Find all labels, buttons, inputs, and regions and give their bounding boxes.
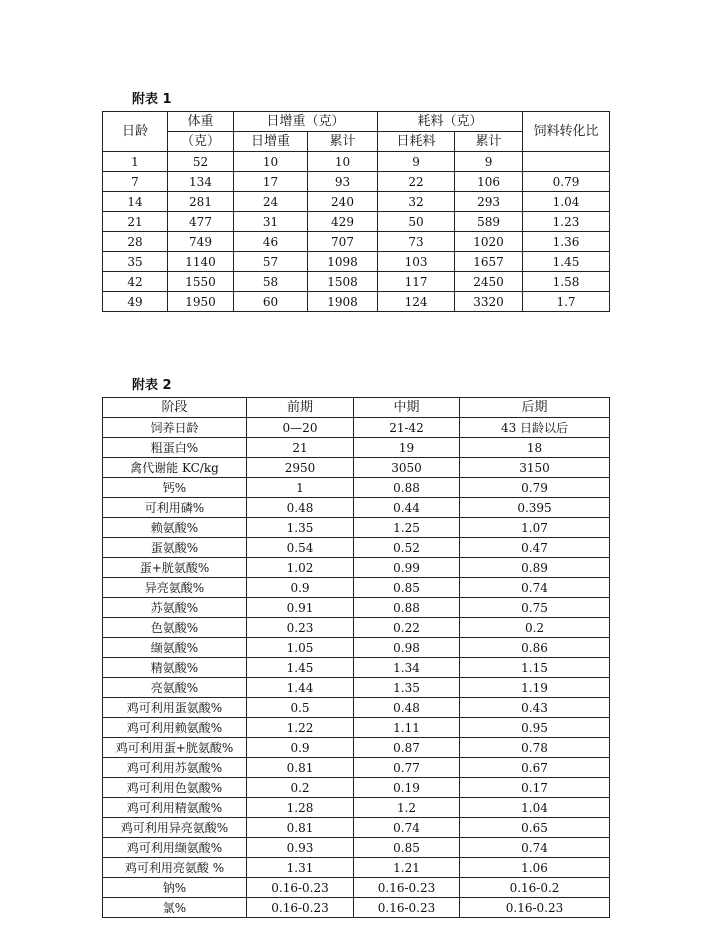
table-cell: 42 [103,272,168,292]
table-cell: 17 [234,172,308,192]
table-cell: 1.28 [247,798,354,818]
table-cell: 134 [168,172,234,192]
table-cell: 0.87 [354,738,460,758]
table-cell: 0.77 [354,758,460,778]
table-cell: 可利用磷% [103,498,247,518]
table-cell: 18 [460,438,610,458]
table-cell: 1.45 [523,252,610,272]
table-cell: 饲养日龄 [103,418,247,438]
table-cell: 9 [378,152,455,172]
table-row [103,698,610,718]
table-row [103,538,610,558]
table-cell: 117 [378,272,455,292]
table-cell: 281 [168,192,234,212]
table-cell: 1.34 [354,658,460,678]
table-cell: 1098 [308,252,378,272]
table-cell: 749 [168,232,234,252]
table-cell: 1.11 [354,718,460,738]
table-cell: 鸡可利用苏氨酸% [103,758,247,778]
table-cell: 0.16-0.23 [247,898,354,918]
table-cell: 9 [455,152,523,172]
header-daily-gain-group: 日增重（克） [234,112,378,132]
table-cell: 14 [103,192,168,212]
table-cell: 0.99 [354,558,460,578]
table-cell: 22 [378,172,455,192]
table-cell: 鸡可利用色氨酸% [103,778,247,798]
table-row [103,738,610,758]
table-cell: 73 [378,232,455,252]
table-cell: 3320 [455,292,523,312]
table-cell: 0.2 [247,778,354,798]
table-cell: 0.88 [354,478,460,498]
table-cell: 0.85 [354,578,460,598]
table-cell: 1.04 [460,798,610,818]
table-cell: 0.79 [523,172,610,192]
table-cell: 31 [234,212,308,232]
table-cell: 1.45 [247,658,354,678]
table-cell: 35 [103,252,168,272]
table-row [103,458,610,478]
table-cell: 429 [308,212,378,232]
table-cell: 0.98 [354,638,460,658]
table-row [103,418,610,438]
table-cell: 1.25 [354,518,460,538]
table-cell: 氯% [103,898,247,918]
table2-caption: 附表 2 [132,378,172,393]
table-cell: 1550 [168,272,234,292]
table-cell: 10 [234,152,308,172]
table-cell: 32 [378,192,455,212]
header-age: 日龄 [103,112,168,152]
table-row [103,232,610,252]
table-cell: 0.48 [354,698,460,718]
table-cell: 鸡可利用赖氨酸% [103,718,247,738]
table-cell: 93 [308,172,378,192]
table-row [103,498,610,518]
table-cell: 1.23 [523,212,610,232]
table-cell: 106 [455,172,523,192]
table-cell: 1657 [455,252,523,272]
table-cell: 1.19 [460,678,610,698]
table-cell: 蛋+胱氨酸% [103,558,247,578]
table-cell: 1020 [455,232,523,252]
table-cell: 2950 [247,458,354,478]
table-cell: 10 [308,152,378,172]
header-daily-gain: 日增重 [234,132,308,152]
table-cell: 缬氨酸% [103,638,247,658]
table-row [103,518,610,538]
table-cell: 0.67 [460,758,610,778]
table-cell: 鸡可利用异亮氨酸% [103,818,247,838]
table-row [103,758,610,778]
table-cell: 1 [247,478,354,498]
table-cell: 0.23 [247,618,354,638]
table-cell: 24 [234,192,308,212]
table-cell: 52 [168,152,234,172]
table-row [103,638,610,658]
header-stage: 阶段 [103,398,247,418]
header-daily-feed: 日耗料 [378,132,455,152]
table-cell: 1.22 [247,718,354,738]
table-cell: 0.17 [460,778,610,798]
table-cell: 鸡可利用蛋+胱氨酸% [103,738,247,758]
table-row [103,272,610,292]
table-cell: 0.93 [247,838,354,858]
table-cell: 0.19 [354,778,460,798]
table-row [103,878,610,898]
table-cell: 0.22 [354,618,460,638]
table-cell: 1.36 [523,232,610,252]
table-cell: 7 [103,172,168,192]
table-row [103,212,610,232]
table-row [103,858,610,878]
table-cell: 0.95 [460,718,610,738]
table-cell: 0.16-0.23 [354,878,460,898]
table-cell: 21-42 [354,418,460,438]
table-cell: 异亮氨酸% [103,578,247,598]
table-cell: 1.04 [523,192,610,212]
table-row [103,152,610,172]
table-cell: 亮氨酸% [103,678,247,698]
table-cell: 0.88 [354,598,460,618]
header-feed-cumulative: 累计 [455,132,523,152]
table-cell: 1.05 [247,638,354,658]
table-cell: 0.81 [247,818,354,838]
table-cell: 0.48 [247,498,354,518]
table-cell: 0.78 [460,738,610,758]
table-cell: 1508 [308,272,378,292]
table-cell: 57 [234,252,308,272]
table-row [103,192,610,212]
table-cell: 1950 [168,292,234,312]
table-cell: 1908 [308,292,378,312]
table-row [103,438,610,458]
table-cell: 鸡可利用缬氨酸% [103,838,247,858]
table-cell: 1.15 [460,658,610,678]
table-cell: 0.54 [247,538,354,558]
table-cell: 1.35 [354,678,460,698]
table-cell: 0.74 [460,838,610,858]
nutrient-table [102,397,610,918]
table-cell: 0.5 [247,698,354,718]
table-row [103,798,610,818]
header-gain-cumulative: 累计 [308,132,378,152]
table-cell: 0.79 [460,478,610,498]
header-late: 后期 [460,398,610,418]
table-cell: 103 [378,252,455,272]
table1-caption: 附表 1 [132,92,172,107]
table-cell: 1.7 [523,292,610,312]
table-row [103,678,610,698]
table-cell: 477 [168,212,234,232]
header-feed-group: 耗料（克） [378,112,523,132]
table-cell: 1 [103,152,168,172]
table-cell: 0.74 [460,578,610,598]
table-cell: 0.89 [460,558,610,578]
table-cell: 鸡可利用蛋氨酸% [103,698,247,718]
table-cell: 钙% [103,478,247,498]
header-middle: 中期 [354,398,460,418]
table-cell: 1140 [168,252,234,272]
table-cell: 0.65 [460,818,610,838]
table-cell: 1.21 [354,858,460,878]
table-cell: 0.16-0.23 [247,878,354,898]
table-cell: 58 [234,272,308,292]
table-cell: 0.75 [460,598,610,618]
table-cell: 0.52 [354,538,460,558]
table-cell [523,152,610,172]
table-cell: 589 [455,212,523,232]
table-cell: 1.07 [460,518,610,538]
table-cell: 240 [308,192,378,212]
header-weight-unit: （克） [168,132,234,152]
table-cell: 禽代谢能 KC/kg [103,458,247,478]
table-cell: 0.91 [247,598,354,618]
table-row [103,838,610,858]
header-early: 前期 [247,398,354,418]
table-cell: 43 日龄以后 [460,418,610,438]
table-cell: 2450 [455,272,523,292]
table-cell: 鸡可利用亮氨酸 % [103,858,247,878]
table-cell: 0.74 [354,818,460,838]
table-cell: 色氨酸% [103,618,247,638]
table-cell: 46 [234,232,308,252]
table-cell: 0.395 [460,498,610,518]
table-row [103,718,610,738]
table-row [103,658,610,678]
table-cell: 1.35 [247,518,354,538]
table-row [103,252,610,272]
table-cell: 0—20 [247,418,354,438]
table-cell: 精氨酸% [103,658,247,678]
table-cell: 钠% [103,878,247,898]
growth-table [102,111,610,312]
table-row [103,478,610,498]
table-cell: 0.44 [354,498,460,518]
table-cell: 0.9 [247,578,354,598]
table-cell: 1.44 [247,678,354,698]
table-cell: 苏氨酸% [103,598,247,618]
table-row [103,618,610,638]
table-row [103,598,610,618]
table-cell: 3150 [460,458,610,478]
table-cell: 0.43 [460,698,610,718]
table-cell: 1.06 [460,858,610,878]
table-row [103,172,610,192]
table-cell: 0.16-0.23 [354,898,460,918]
table-cell: 0.9 [247,738,354,758]
table-cell: 293 [455,192,523,212]
table-cell: 0.16-0.2 [460,878,610,898]
table-cell: 50 [378,212,455,232]
table-cell: 3050 [354,458,460,478]
table-cell: 0.2 [460,618,610,638]
table-cell: 0.47 [460,538,610,558]
table-cell: 60 [234,292,308,312]
table-cell: 0.16-0.23 [460,898,610,918]
table-cell: 0.81 [247,758,354,778]
table-cell: 鸡可利用精氨酸% [103,798,247,818]
header-weight: 体重 [168,112,234,132]
table-cell: 19 [354,438,460,458]
table-cell: 21 [247,438,354,458]
table-row [103,818,610,838]
table-row [103,898,610,918]
table-cell: 1.31 [247,858,354,878]
table-cell: 1.2 [354,798,460,818]
table-cell: 124 [378,292,455,312]
table-row [103,578,610,598]
table-cell: 21 [103,212,168,232]
table-row [103,778,610,798]
table-cell: 0.85 [354,838,460,858]
table-cell: 28 [103,232,168,252]
table-row [103,292,610,312]
table-cell: 0.86 [460,638,610,658]
table-row [103,558,610,578]
header-fcr: 饲料转化比 [523,112,610,152]
table-cell: 707 [308,232,378,252]
table-cell: 1.02 [247,558,354,578]
table-cell: 赖氨酸% [103,518,247,538]
table-cell: 蛋氨酸% [103,538,247,558]
table-cell: 1.58 [523,272,610,292]
table-cell: 49 [103,292,168,312]
table-cell: 粗蛋白% [103,438,247,458]
